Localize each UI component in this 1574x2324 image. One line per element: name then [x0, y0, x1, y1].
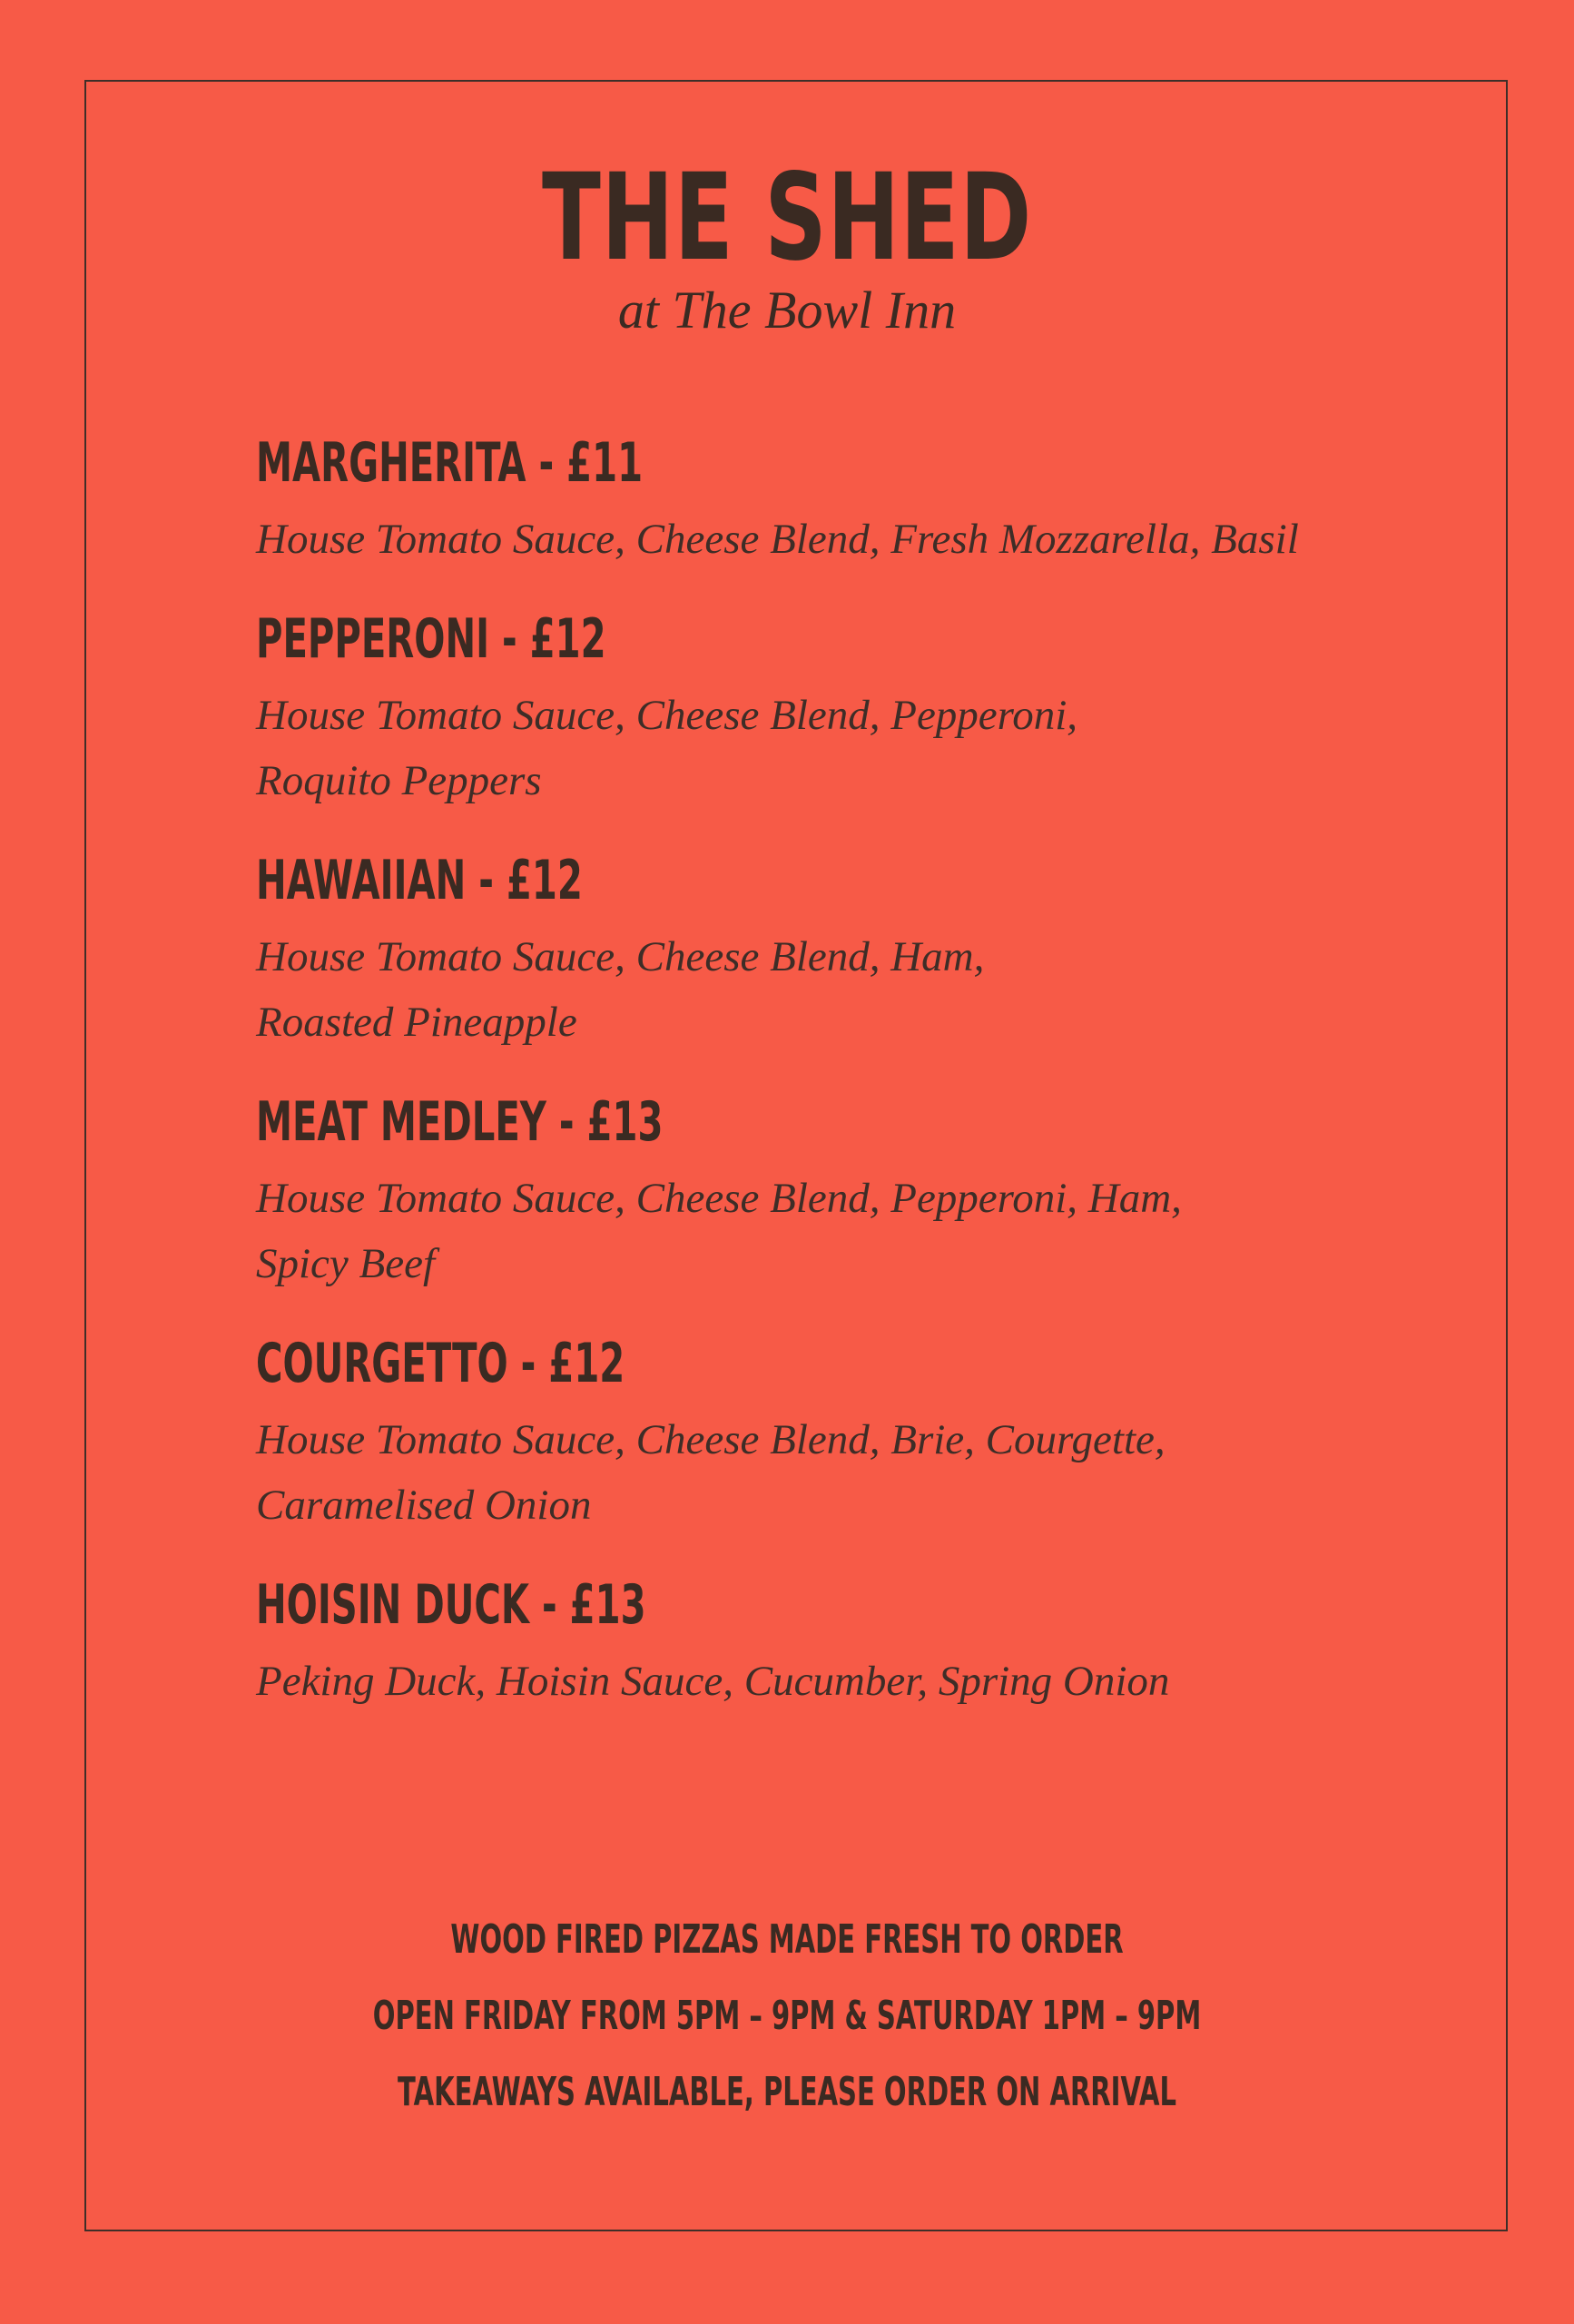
item-name: COURGETTO - £12 — [256, 1332, 625, 1395]
menu-item-margherita — [256, 427, 1436, 572]
item-description: House Tomato Sauce, Cheese Blend, Pepperoni, Ham, — [256, 1175, 1182, 1222]
item-name: HAWAIIAN - £12 — [256, 849, 583, 912]
footer-line: TAKEAWAYS AVAILABLE, PLEASE ORDER ON ARRIVAL — [398, 2069, 1176, 2115]
item-name: MEAT MEDLEY - £13 — [256, 1090, 664, 1154]
item-description: House Tomato Sauce, Cheese Blend, Brie, Courgette, — [256, 1416, 1166, 1463]
item-description: House Tomato Sauce, Cheese Blend, Ham, — [256, 933, 985, 980]
item-description: House Tomato Sauce, Cheese Blend, Fresh Mozzarella, Basil — [256, 516, 1299, 563]
item-description: House Tomato Sauce, Cheese Blend, Pepperoni, — [256, 692, 1078, 739]
item-name: HOISIN DUCK - £13 — [256, 1573, 646, 1637]
pizza-menu-list — [256, 427, 1436, 1745]
item-description: Roasted Pineapple — [256, 999, 577, 1046]
item-description: Roquito Peppers — [256, 757, 542, 804]
footer-line: WOOD FIRED PIZZAS MADE FRESH TO ORDER — [450, 1916, 1124, 1963]
item-name: PEPPERONI - £12 — [256, 607, 606, 671]
menu-title: THE SHED — [542, 148, 1032, 288]
item-description: Peking Duck, Hoisin Sauce, Cucumber, Spring Onion — [256, 1658, 1170, 1705]
menu-item-hawaiian — [256, 844, 1436, 1055]
menu-footer — [0, 1902, 1574, 2131]
menu-subtitle: at The Bowl Inn — [617, 281, 957, 340]
footer-line: OPEN FRIDAY FROM 5PM – 9PM & SATURDAY 1PM – 9PM — [372, 1993, 1202, 2039]
menu-item-courgetto — [256, 1327, 1436, 1538]
item-description: Spicy Beef — [256, 1240, 436, 1287]
menu-item-pepperoni — [256, 603, 1436, 813]
item-name: MARGHERITA - £11 — [256, 431, 644, 495]
item-description: Caramelised Onion — [256, 1482, 592, 1529]
menu-item-meat-medley — [256, 1086, 1436, 1296]
menu-item-hoisin-duck — [256, 1569, 1436, 1714]
